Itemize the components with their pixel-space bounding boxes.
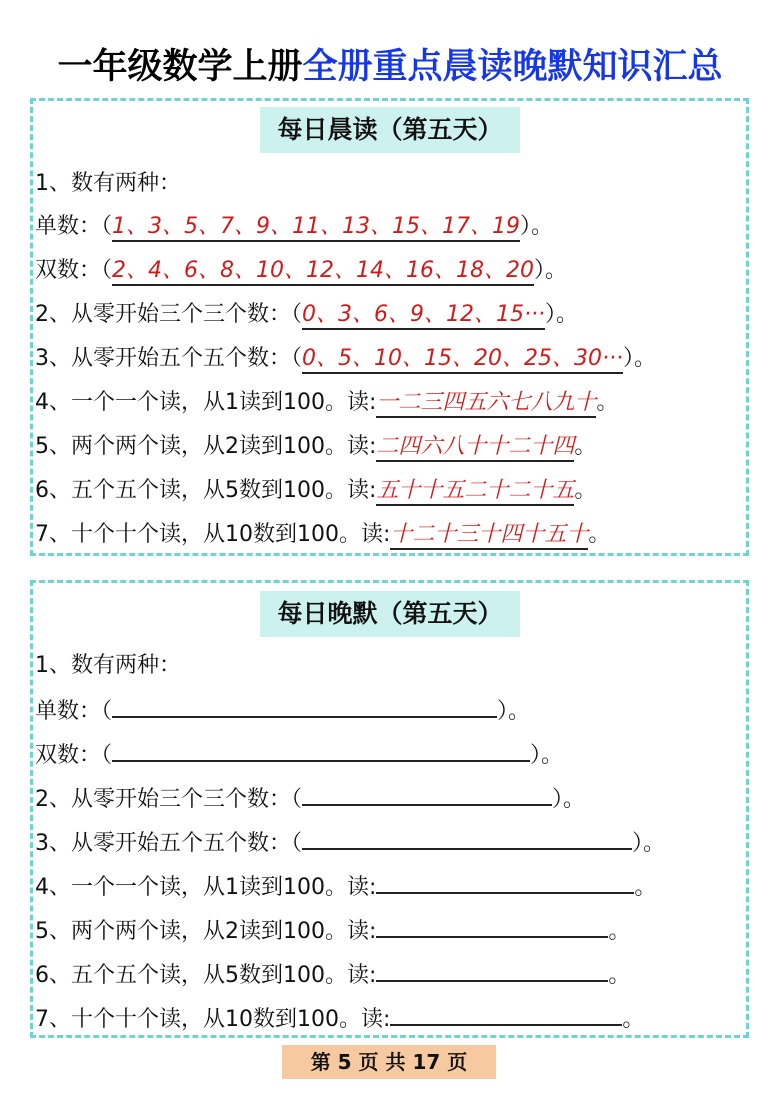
morning-q7-answer: 十二十三十四十五十 [390,522,588,550]
page-indicator: 第 5 页 共 17 页 [282,1045,496,1079]
evening-q4-row [35,870,656,903]
evening-q5-row [35,914,630,947]
evening-q5-blank[interactable] [376,914,608,938]
morning-even-label: 双数：（ [35,258,113,283]
morning-odd-label: 单数：（ [35,214,113,239]
evening-q3-row [35,826,665,859]
evening-odd-label: 单数：（ [35,699,113,724]
morning-q6-end: 。 [574,478,597,503]
morning-q5-end: 。 [574,434,597,459]
evening-q6-blank[interactable] [376,958,608,982]
morning-q1 [35,169,181,199]
evening-q5-end: 。 [608,919,631,944]
evening-recitation-section [30,580,749,1038]
morning-q4-answer: 一二三四五六七八九十 [376,390,596,418]
morning-q1-text: 1、数有两种： [35,171,181,196]
morning-q3-end: ）。 [622,346,656,371]
morning-q3-row [35,344,656,374]
morning-q7-row [35,520,610,550]
morning-even-answer: 2、4、6、8、10、12、14、16、18、20 [112,258,534,286]
evening-q2-blank[interactable] [302,782,552,806]
evening-q6-label: 6、五个五个读，从5数到100。读: [35,963,377,988]
morning-q4-row [35,388,618,418]
morning-q3-label: 3、从零开始五个五个数：（ [35,346,302,371]
morning-even-end: ）。 [533,258,567,283]
evening-even-label: 双数：（ [35,743,113,768]
evening-q4-label: 4、一个一个读，从1读到100。读: [35,875,377,900]
title-part1: 一年级数学上册 [57,47,303,87]
morning-q3-answer: 0、5、10、15、20、25、30··· [302,346,623,374]
evening-q1-text: 1、数有两种： [35,653,181,678]
morning-q2-row [35,300,578,330]
evening-q5-label: 5、两个两个读，从2读到100。读: [35,919,377,944]
morning-q4-end: 。 [596,390,619,415]
evening-q3-label: 3、从零开始五个五个数：（ [35,831,302,856]
morning-reading-section [30,98,749,556]
morning-odd-row [35,212,553,242]
evening-odd-blank[interactable] [112,694,497,718]
morning-q7-end: 。 [588,522,611,547]
evening-q6-row [35,958,630,991]
morning-q6-row [35,476,596,506]
title-part2: 全册重点晨读晚默知识汇总 [302,47,723,87]
evening-header: 每日晚默（第五天） [260,591,520,637]
evening-even-blank[interactable] [112,738,530,762]
evening-q2-row [35,782,585,815]
morning-q2-answer: 0、3、6、9、12、15··· [302,302,545,330]
morning-q2-label: 2、从零开始三个三个数：（ [35,302,302,327]
morning-odd-end: ）。 [519,214,553,239]
evening-odd-row [35,694,530,727]
morning-header: 每日晨读（第五天） [260,107,520,153]
evening-even-row [35,738,563,771]
evening-even-end: ）。 [530,743,564,768]
evening-odd-end: ）。 [497,699,531,724]
evening-q2-label: 2、从零开始三个三个数：（ [35,787,302,812]
evening-q7-end: 。 [622,1007,645,1032]
evening-q3-blank[interactable] [302,826,632,850]
evening-q4-blank[interactable] [376,870,634,894]
morning-q5-row [35,432,596,462]
evening-q7-blank[interactable] [390,1002,622,1026]
evening-q3-end: ）。 [632,831,666,856]
evening-q4-end: 。 [634,875,657,900]
morning-q2-end: ）。 [544,302,578,327]
morning-q5-label: 5、两个两个读，从2读到100。读: [35,434,377,459]
morning-q4-label: 4、一个一个读，从1读到100。读: [35,390,377,415]
page-title [0,44,780,90]
evening-q7-label: 7、十个十个读，从10数到100。读: [35,1007,391,1032]
morning-odd-answer: 1、3、5、7、9、11、13、15、17、19 [112,214,520,242]
morning-q5-answer: 二四六八十十二十四 [376,434,574,462]
morning-q6-label: 6、五个五个读，从5数到100。读: [35,478,377,503]
evening-q2-end: ）。 [552,787,586,812]
morning-even-row [35,256,567,286]
morning-q6-answer: 五十十五二十二十五 [376,478,574,506]
evening-q7-row [35,1002,644,1035]
evening-q1 [35,651,181,681]
morning-q7-label: 7、十个十个读，从10数到100。读: [35,522,391,547]
evening-q6-end: 。 [608,963,631,988]
